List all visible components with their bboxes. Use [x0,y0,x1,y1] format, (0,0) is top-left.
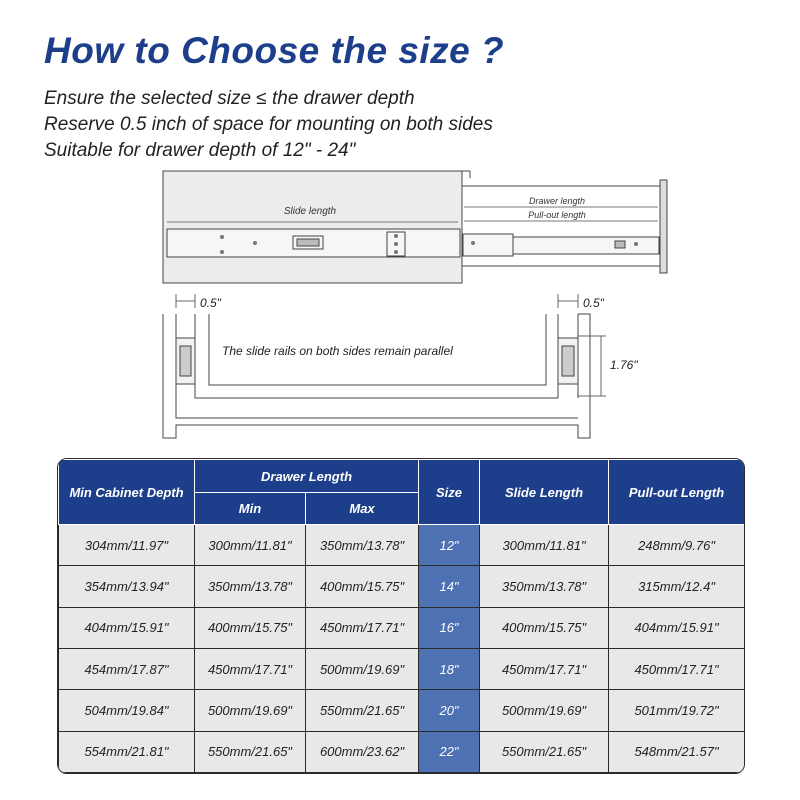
header-slide-length: Slide Length [480,460,609,525]
cell-max: 500mm/19.69" [306,648,419,689]
drawer-length-label: Drawer length [528,196,586,206]
pullout-length-label: Pull-out length [528,210,586,220]
cell-pullout: 248mm/9.76" [609,525,745,566]
header-min: Min [195,493,306,525]
cell-slide: 450mm/17.71" [480,648,609,689]
cell-pullout: 501mm/19.72" [609,690,745,731]
cell-size: 22" [419,731,480,772]
gap-left-label: 0.5" [200,296,221,310]
note-suitable: Suitable for drawer depth of 12" - 24" [44,140,356,161]
cell-slide: 550mm/21.65" [480,731,609,772]
table-row [59,566,745,607]
size-table-container [57,458,745,774]
cell-max: 350mm/13.78" [306,525,419,566]
cell-slide: 300mm/11.81" [480,525,609,566]
cell-size: 16" [419,607,480,648]
header-pullout-length: Pull-out Length [609,460,745,525]
table-row [59,731,745,772]
header-drawer-length: Drawer Length [195,460,419,493]
cell-cabinet: 504mm/19.84" [59,690,195,731]
cell-slide: 350mm/13.78" [480,566,609,607]
cell-cabinet: 454mm/17.87" [59,648,195,689]
size-table [58,459,745,773]
cell-min: 400mm/15.75" [195,607,306,648]
header-min-cabinet-depth: Min Cabinet Depth [59,460,195,525]
cell-min: 300mm/11.81" [195,525,306,566]
cell-pullout: 404mm/15.91" [609,607,745,648]
cell-cabinet: 354mm/13.94" [59,566,195,607]
cell-pullout: 548mm/21.57" [609,731,745,772]
cell-min: 500mm/19.69" [195,690,306,731]
header-size: Size [419,460,480,525]
table-row [59,525,745,566]
cell-max: 550mm/21.65" [306,690,419,731]
height-label: 1.76" [610,358,638,372]
cell-min: 350mm/13.78" [195,566,306,607]
slide-length-label: Slide length [283,206,337,217]
table-row [59,648,745,689]
cell-cabinet: 404mm/15.91" [59,607,195,648]
cell-cabinet: 554mm/21.81" [59,731,195,772]
gap-right-label: 0.5" [583,296,604,310]
cell-slide: 400mm/15.75" [480,607,609,648]
cell-cabinet: 304mm/11.97" [59,525,195,566]
cell-min: 450mm/17.71" [195,648,306,689]
header-max: Max [306,493,419,525]
cell-max: 600mm/23.62" [306,731,419,772]
cell-pullout: 315mm/12.4" [609,566,745,607]
cell-size: 14" [419,566,480,607]
cell-pullout: 450mm/17.71" [609,648,745,689]
page-title: How to Choose the size ? [44,30,505,71]
cell-size: 18" [419,648,480,689]
cell-min: 550mm/21.65" [195,731,306,772]
cell-max: 450mm/17.71" [306,607,419,648]
note-depth: Ensure the selected size ≤ the drawer depth [44,88,415,109]
table-row [59,607,745,648]
cell-max: 400mm/15.75" [306,566,419,607]
note-space: Reserve 0.5 inch of space for mounting on both sides [44,114,493,135]
parallel-note: The slide rails on both sides remain parallel [222,344,453,358]
side-view [163,171,667,283]
cell-slide: 500mm/19.69" [480,690,609,731]
front-view [163,294,606,438]
cell-size: 12" [419,525,480,566]
cell-size: 20" [419,690,480,731]
table-row [59,690,745,731]
